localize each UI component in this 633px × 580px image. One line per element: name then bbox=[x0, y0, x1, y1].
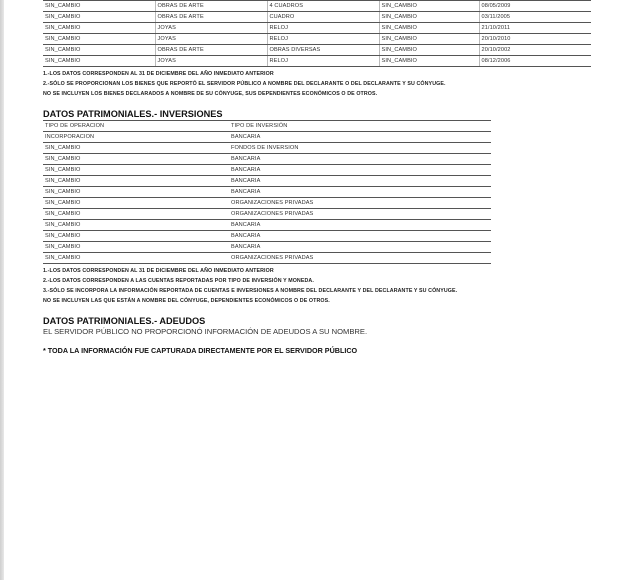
table-cell: SIN_CAMBIO bbox=[43, 253, 229, 264]
table-cell: SIN_CAMBIO bbox=[43, 242, 229, 253]
table-cell: ORGANIZACIONES PRIVADAS bbox=[229, 209, 491, 220]
table-cell: BANCARIA bbox=[229, 165, 491, 176]
table-row bbox=[43, 132, 491, 143]
note: 1.-LOS DATOS CORRESPONDEN AL 31 DE DICIEMBRE DEL AÑO INMEDIATO ANTERIOR bbox=[43, 71, 274, 77]
table-cell: SIN_CAMBIO bbox=[43, 176, 229, 187]
section-title-adeudos: DATOS PATRIMONIALES.- ADEUDOS bbox=[43, 316, 206, 326]
table-row bbox=[43, 187, 491, 198]
section-title-inversiones: DATOS PATRIMONIALES.- INVERSIONES bbox=[43, 109, 223, 119]
table-row bbox=[43, 209, 491, 220]
table-cell: OBRAS DE ARTE bbox=[155, 1, 267, 12]
note: 1.-LOS DATOS CORRESPONDEN AL 31 DE DICIEMBRE DEL AÑO INMEDIATO ANTERIOR bbox=[43, 268, 274, 274]
column-header: TIPO DE OPERACION bbox=[43, 121, 229, 132]
table-cell: ORGANIZACIONES PRIVADAS bbox=[229, 253, 491, 264]
bienes-muebles-table bbox=[43, 0, 591, 67]
table-cell: BANCARIA bbox=[229, 242, 491, 253]
table-cell: SIN_CAMBIO bbox=[43, 45, 155, 56]
column-header: TIPO DE INVERSIÓN bbox=[229, 121, 491, 132]
table-cell: BANCARIA bbox=[229, 187, 491, 198]
table-cell: INCORPORACION bbox=[43, 132, 229, 143]
inversiones-table bbox=[43, 120, 491, 264]
table-cell: SIN_CAMBIO bbox=[43, 231, 229, 242]
table-header-row bbox=[43, 121, 491, 132]
table-cell: 08/05/2009 bbox=[479, 1, 591, 12]
table-row bbox=[43, 165, 491, 176]
table-cell: SIN_CAMBIO bbox=[43, 154, 229, 165]
table-row bbox=[43, 143, 491, 154]
table-row bbox=[43, 242, 491, 253]
table-cell: SIN_CAMBIO bbox=[43, 187, 229, 198]
table-cell: 08/12/2006 bbox=[479, 56, 591, 67]
table-row bbox=[43, 1, 591, 12]
table-cell: SIN_CAMBIO bbox=[379, 45, 479, 56]
viewer-left-edge bbox=[0, 0, 4, 580]
note: NO SE INCLUYEN LAS QUE ESTÁN A NOMBRE DEL CÓNYUGE, DEPENDIENTES ECONÓMICOS O DE OTROS. bbox=[43, 298, 330, 304]
table-cell: SIN_CAMBIO bbox=[43, 1, 155, 12]
table-cell: SIN_CAMBIO bbox=[43, 56, 155, 67]
table-cell: 03/11/2005 bbox=[479, 12, 591, 23]
table-row bbox=[43, 198, 491, 209]
table-row bbox=[43, 253, 491, 264]
table-cell: SIN_CAMBIO bbox=[43, 209, 229, 220]
table-cell: RELOJ bbox=[267, 56, 379, 67]
table-cell: BANCARIA bbox=[229, 231, 491, 242]
note: 2.-SÓLO SE PROPORCIONAN LOS BIENES QUE REPORTÓ EL SERVIDOR PÚBLICO A NOMBRE DEL DECLARANTE O DEL DECLARANTE Y SU CÓNYUGE. bbox=[43, 81, 446, 87]
table-row bbox=[43, 176, 491, 187]
table-row bbox=[43, 231, 491, 242]
note: NO SE INCLUYEN LOS BIENES DECLARADOS A NOMBRE DE SU CÓNYUGE, SUS DEPENDIENTES ECONÓMICOS O DE OTROS. bbox=[43, 91, 378, 97]
table-cell: SIN_CAMBIO bbox=[43, 220, 229, 231]
table-cell: SIN_CAMBIO bbox=[379, 1, 479, 12]
table-cell: 20/10/2010 bbox=[479, 34, 591, 45]
table-cell: JOYAS bbox=[155, 34, 267, 45]
table-cell: BANCARIA bbox=[229, 176, 491, 187]
table-cell: SIN_CAMBIO bbox=[43, 12, 155, 23]
table-row bbox=[43, 220, 491, 231]
table-cell: SIN_CAMBIO bbox=[379, 56, 479, 67]
table-cell: SIN_CAMBIO bbox=[43, 165, 229, 176]
table-cell: SIN_CAMBIO bbox=[43, 34, 155, 45]
document-page bbox=[43, 0, 511, 355]
table-row bbox=[43, 154, 491, 165]
table-cell: ORGANIZACIONES PRIVADAS bbox=[229, 198, 491, 209]
note: 3.-SÓLO SE INCORPORA LA INFORMACIÓN REPORTADA DE CUENTAS E INVERSIONES A NOMBRE DEL DECLARANTE Y DEL DECLARANTE Y SU CÓNYUGE. bbox=[43, 288, 458, 294]
table-cell: 4 CUADROS bbox=[267, 1, 379, 12]
table-cell: OBRAS DE ARTE bbox=[155, 12, 267, 23]
table-cell: SIN_CAMBIO bbox=[379, 23, 479, 34]
table-cell: OBRAS DIVERSAS bbox=[267, 45, 379, 56]
table-cell: 20/10/2002 bbox=[479, 45, 591, 56]
table-row bbox=[43, 45, 591, 56]
table-cell: BANCARIA bbox=[229, 132, 491, 143]
note: 2.-LOS DATOS CORRESPONDEN A LAS CUENTAS REPORTADAS POR TIPO DE INVERSIÓN Y MONEDA. bbox=[43, 278, 314, 284]
adeudos-text: EL SERVIDOR PÚBLICO NO PROPORCIONÓ INFORMACIÓN DE ADEUDOS A SU NOMBRE. bbox=[43, 327, 368, 336]
table-row bbox=[43, 12, 591, 23]
table-cell: JOYAS bbox=[155, 23, 267, 34]
footer-note: * TODA LA INFORMACIÓN FUE CAPTURADA DIRECTAMENTE POR EL SERVIDOR PÚBLICO bbox=[43, 346, 358, 355]
table-cell: BANCARIA bbox=[229, 220, 491, 231]
table-cell: SIN_CAMBIO bbox=[379, 34, 479, 45]
table-row bbox=[43, 34, 591, 45]
table-cell: RELOJ bbox=[267, 23, 379, 34]
table-cell: RELOJ bbox=[267, 34, 379, 45]
table-cell: CUADRO bbox=[267, 12, 379, 23]
table-cell: SIN_CAMBIO bbox=[43, 143, 229, 154]
table-row bbox=[43, 56, 591, 67]
table-cell: SIN_CAMBIO bbox=[43, 23, 155, 34]
table-cell: JOYAS bbox=[155, 56, 267, 67]
table-cell: SIN_CAMBIO bbox=[379, 12, 479, 23]
table-cell: FONDOS DE INVERSION bbox=[229, 143, 491, 154]
bienes-muebles-notes bbox=[43, 69, 491, 99]
table-row bbox=[43, 23, 591, 34]
table-cell: OBRAS DE ARTE bbox=[155, 45, 267, 56]
table-cell: 21/10/2011 bbox=[479, 23, 591, 34]
table-cell: SIN_CAMBIO bbox=[43, 198, 229, 209]
inversiones-notes bbox=[43, 266, 491, 306]
table-cell: BANCARIA bbox=[229, 154, 491, 165]
